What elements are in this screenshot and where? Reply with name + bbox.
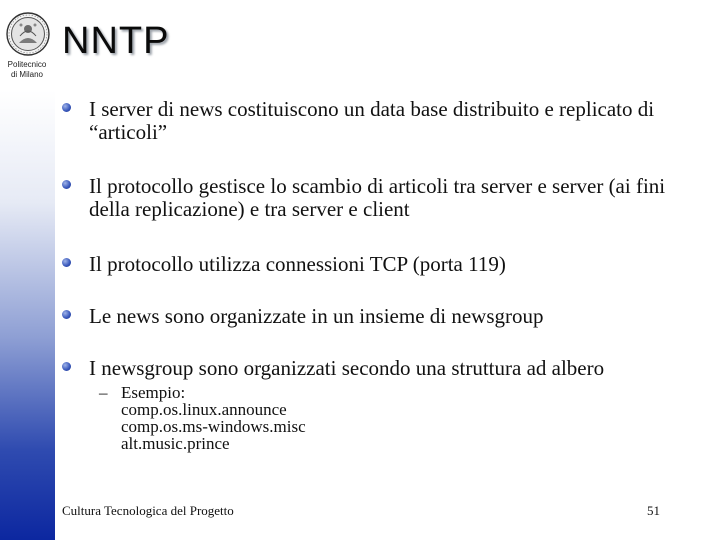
bullet-item bbox=[62, 305, 692, 328]
footer-course-title: Cultura Tecnologica del Progetto bbox=[62, 503, 234, 518]
bullet-text: Il protocollo utilizza connessioni TCP (porta 119) bbox=[89, 252, 506, 276]
footer-page-number: 51 bbox=[647, 503, 660, 518]
sub-line-newsgroup: comp.os.linux.announce bbox=[121, 400, 287, 419]
bullet-dot-icon bbox=[62, 258, 71, 267]
institution-name-line1: Politecnico bbox=[7, 60, 47, 69]
bullet-text: I newsgroup sono organizzati secondo una struttura ad albero bbox=[89, 356, 605, 380]
bullet-item bbox=[62, 357, 692, 380]
bullet-text: Le news sono organizzate in un insieme di newsgroup bbox=[89, 304, 544, 328]
bullet-text: Il protocollo gestisce lo scambio di articoli tra server e server (ai fini della replicazione) e tra server e client bbox=[89, 174, 666, 221]
sub-line-newsgroup: alt.music.prince bbox=[121, 434, 230, 453]
bullet-text: I server di news costituiscono un data base distribuito e replicato di “articoli” bbox=[89, 97, 655, 144]
institution-name-line2: di Milano bbox=[10, 70, 43, 79]
slide-title: NNTP bbox=[62, 20, 170, 62]
sub-line-newsgroup: comp.os.ms-windows.misc bbox=[121, 417, 306, 436]
sidebar-gradient-bar bbox=[0, 90, 55, 540]
institution-name bbox=[0, 60, 54, 80]
university-seal-icon bbox=[6, 12, 50, 56]
bullet-item bbox=[62, 98, 692, 144]
bullet-item bbox=[62, 253, 692, 276]
bullet-item bbox=[62, 175, 692, 221]
sub-line-label: Esempio: bbox=[121, 383, 186, 402]
example-subitem bbox=[99, 384, 306, 452]
sub-dash: – bbox=[99, 383, 108, 402]
bullet-dot-icon bbox=[62, 103, 71, 112]
bullet-dot-icon bbox=[62, 180, 71, 189]
bullet-dot-icon bbox=[62, 310, 71, 319]
bullet-dot-icon bbox=[62, 362, 71, 371]
